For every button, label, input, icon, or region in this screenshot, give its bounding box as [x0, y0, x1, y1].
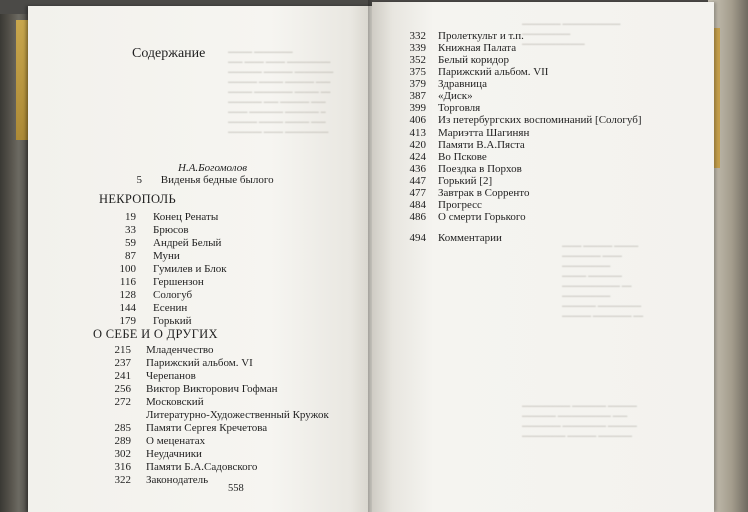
- toc-page-number: 59: [125, 237, 136, 249]
- toc-page-number: 256: [114, 383, 131, 395]
- author-name: Н.А.Богомолов: [178, 162, 247, 174]
- toc-entry: [100, 448, 202, 461]
- toc-entry: [100, 276, 204, 289]
- toc-entry: [402, 114, 642, 127]
- toc-page-number: 486: [409, 211, 426, 223]
- toc-page-number: 332: [409, 30, 426, 42]
- bleed-through-text: ━━━━━━━━━━ ━━━━━━━ ━━━━━━ ━━━━━━━ ━━━━━━━━━━━ ━━━ ━━━━━━━━ ━━━━━━━━━ ━━━━━━ ━━━━━━━━━ ━━━━━━ ━━━━━━━: [522, 402, 637, 441]
- toc-page-number: 241: [114, 370, 131, 382]
- toc-title: Андрей Белый: [153, 237, 222, 249]
- toc-title: Горький: [153, 315, 192, 327]
- toc-page-number: 302: [114, 448, 131, 460]
- toc-title: Памяти В.А.Пяста: [438, 139, 525, 151]
- toc-page-number: 399: [409, 102, 426, 114]
- page-number: 558: [228, 483, 244, 494]
- toc-title: Во Пскове: [438, 151, 487, 163]
- toc-title: Завтрак в Сорренто: [438, 187, 530, 199]
- toc-entry-commentary: [402, 232, 502, 245]
- toc-page-number: 375: [409, 66, 426, 78]
- toc-title: Из петербургских воспоминаний [Сологуб]: [438, 114, 642, 126]
- toc-title: Гершензон: [153, 276, 204, 288]
- toc-title: Виденья бедные былого: [160, 174, 274, 186]
- toc-page-number: 128: [119, 289, 136, 301]
- toc-title: Муни: [153, 250, 180, 262]
- toc-title: Здравница: [438, 78, 487, 90]
- toc-page-number: 424: [409, 151, 426, 163]
- section-heading-o-sebe: О СЕБЕ И О ДРУГИХ: [93, 327, 218, 341]
- toc-title: Прогресс: [438, 199, 482, 211]
- toc-entry: [100, 422, 267, 435]
- right-page: [372, 2, 714, 512]
- toc-title: «Диск»: [438, 90, 473, 102]
- toc-page-number: 237: [114, 357, 131, 369]
- toc-page-number: 387: [409, 90, 426, 102]
- toc-title: Гумилев и Блок: [153, 263, 227, 275]
- bleed-through-text: ━━━━━ ━━━━━━━━ ━━━ ━━━━ ━━━━ ━━━━━━━━━ ━━━━━━━ ━━━━━━ ━━━━━━━━ ━━━━━━ ━━━━━ ━━━━━━ ━━━ ━━━━━ ━━━━━━━━ ━━━━━ ━━ ━━━━━━━ ━━━ ━━━━━━ ━━━ ━━━━ ━━━━━━━ ━━━━━━━ ━ ━━━━━━ ━━━━━ ━━━━━ ━━━ ━━━━━━━ ━━━━ ━━━━━━━━━: [228, 48, 334, 137]
- toc-title: Памяти Б.А.Садовского: [146, 461, 258, 473]
- toc-title: Комментарии: [438, 232, 502, 244]
- toc-entry: [100, 211, 218, 224]
- toc-title: Конец Ренаты: [153, 211, 219, 223]
- toc-entry: [100, 383, 277, 396]
- toc-title: О смерти Горького: [438, 211, 526, 223]
- toc-entry: [100, 289, 192, 302]
- bookmark-ribbon-right: [714, 28, 720, 168]
- toc-title: Законодатель: [146, 474, 209, 486]
- toc-page-number: 322: [114, 474, 131, 486]
- toc-title: Сологуб: [153, 289, 193, 301]
- toc-entry: [100, 396, 204, 409]
- toc-title: Литературно-Художественный Кружок: [146, 409, 329, 421]
- toc-entry: [100, 461, 257, 474]
- toc-title: Неудачники: [146, 448, 202, 460]
- toc-page-number: 179: [119, 315, 136, 327]
- toc-page-number: 5: [136, 174, 142, 186]
- toc-title: О меценатах: [146, 435, 206, 447]
- toc-entry: [100, 250, 180, 263]
- toc-title: Брюсов: [153, 224, 189, 236]
- toc-entry: [100, 370, 196, 383]
- toc-entry: [100, 344, 214, 357]
- toc-page-number: 413: [409, 127, 426, 139]
- toc-title: Белый коридор: [438, 54, 509, 66]
- bleed-through-text: ━━━━━━━━ ━━━━━━━━━━━━ ━━━━━━━━━━ ━━━━━━━━━━━━━: [522, 20, 621, 49]
- section-heading-nekropol: НЕКРОПОЛЬ: [99, 192, 176, 206]
- toc-entry: [100, 263, 227, 276]
- toc-title: Пролеткульт и т.п.: [438, 30, 524, 42]
- toc-page-number: 316: [114, 461, 131, 473]
- toc-entry-continuation: [100, 409, 329, 422]
- toc-page-number: 215: [114, 344, 131, 356]
- toc-page-number: 339: [409, 42, 426, 54]
- contents-heading: Содержание: [132, 46, 206, 61]
- toc-entry: [100, 237, 221, 250]
- bleed-through-text: ━━━━ ━━━━━━ ━━━━━ ━━━━━━━━ ━━━━ ━━━━━━━━━━ ━━━━━ ━━━━━━━ ━━━━━━━━━━━━ ━━ ━━━━━━━━━━ ━━━━━━━ ━━━━━━━━━ ━━━━━━ ━━━━━━━━ ━━: [562, 242, 644, 321]
- toc-page-number: 406: [409, 114, 426, 126]
- toc-page-number: 272: [114, 396, 131, 408]
- toc-page-number: 447: [409, 175, 426, 187]
- toc-entry-intro: [124, 174, 274, 187]
- toc-page-number: 100: [119, 263, 136, 275]
- toc-entry: [100, 302, 187, 315]
- toc-title: Московский: [146, 396, 204, 408]
- toc-title: Горький [2]: [438, 175, 493, 187]
- toc-title: Черепанов: [146, 370, 196, 382]
- toc-page-number: 285: [114, 422, 131, 434]
- toc-title: Торговля: [438, 102, 481, 114]
- toc-title: Памяти Сергея Кречетова: [146, 422, 268, 434]
- toc-page-number: 420: [409, 139, 426, 151]
- toc-title: Младенчество: [146, 344, 214, 356]
- toc-page-number: 144: [119, 302, 136, 314]
- toc-entry: [100, 474, 208, 487]
- toc-title: Виктор Викторович Гофман: [146, 383, 278, 395]
- toc-page-number: 494: [409, 232, 426, 244]
- toc-title: Парижский альбом. VI: [146, 357, 253, 369]
- bookmark-ribbon: [16, 20, 28, 140]
- toc-page-number: 379: [409, 78, 426, 90]
- toc-entry: [100, 435, 205, 448]
- toc-entry: [100, 357, 253, 370]
- toc-title: Поездка в Порхов: [438, 163, 522, 175]
- left-page: [28, 6, 375, 512]
- toc-title: Есенин: [153, 302, 188, 314]
- toc-page-number: 116: [119, 276, 136, 288]
- toc-title: Парижский альбом. VII: [438, 66, 549, 78]
- toc-entry: [100, 224, 189, 237]
- toc-page-number: 289: [114, 435, 131, 447]
- toc-page-number: 19: [125, 211, 136, 223]
- toc-page-number: 477: [409, 187, 426, 199]
- toc-title: Мариэтта Шагинян: [438, 127, 530, 139]
- toc-page-number: 33: [125, 224, 136, 236]
- toc-page-number: 436: [409, 163, 426, 175]
- toc-page-number: 484: [409, 199, 426, 211]
- toc-entry: [402, 211, 526, 224]
- toc-page-number: 87: [125, 250, 136, 262]
- toc-page-number: 352: [409, 54, 426, 66]
- toc-title: Книжная Палата: [438, 42, 517, 54]
